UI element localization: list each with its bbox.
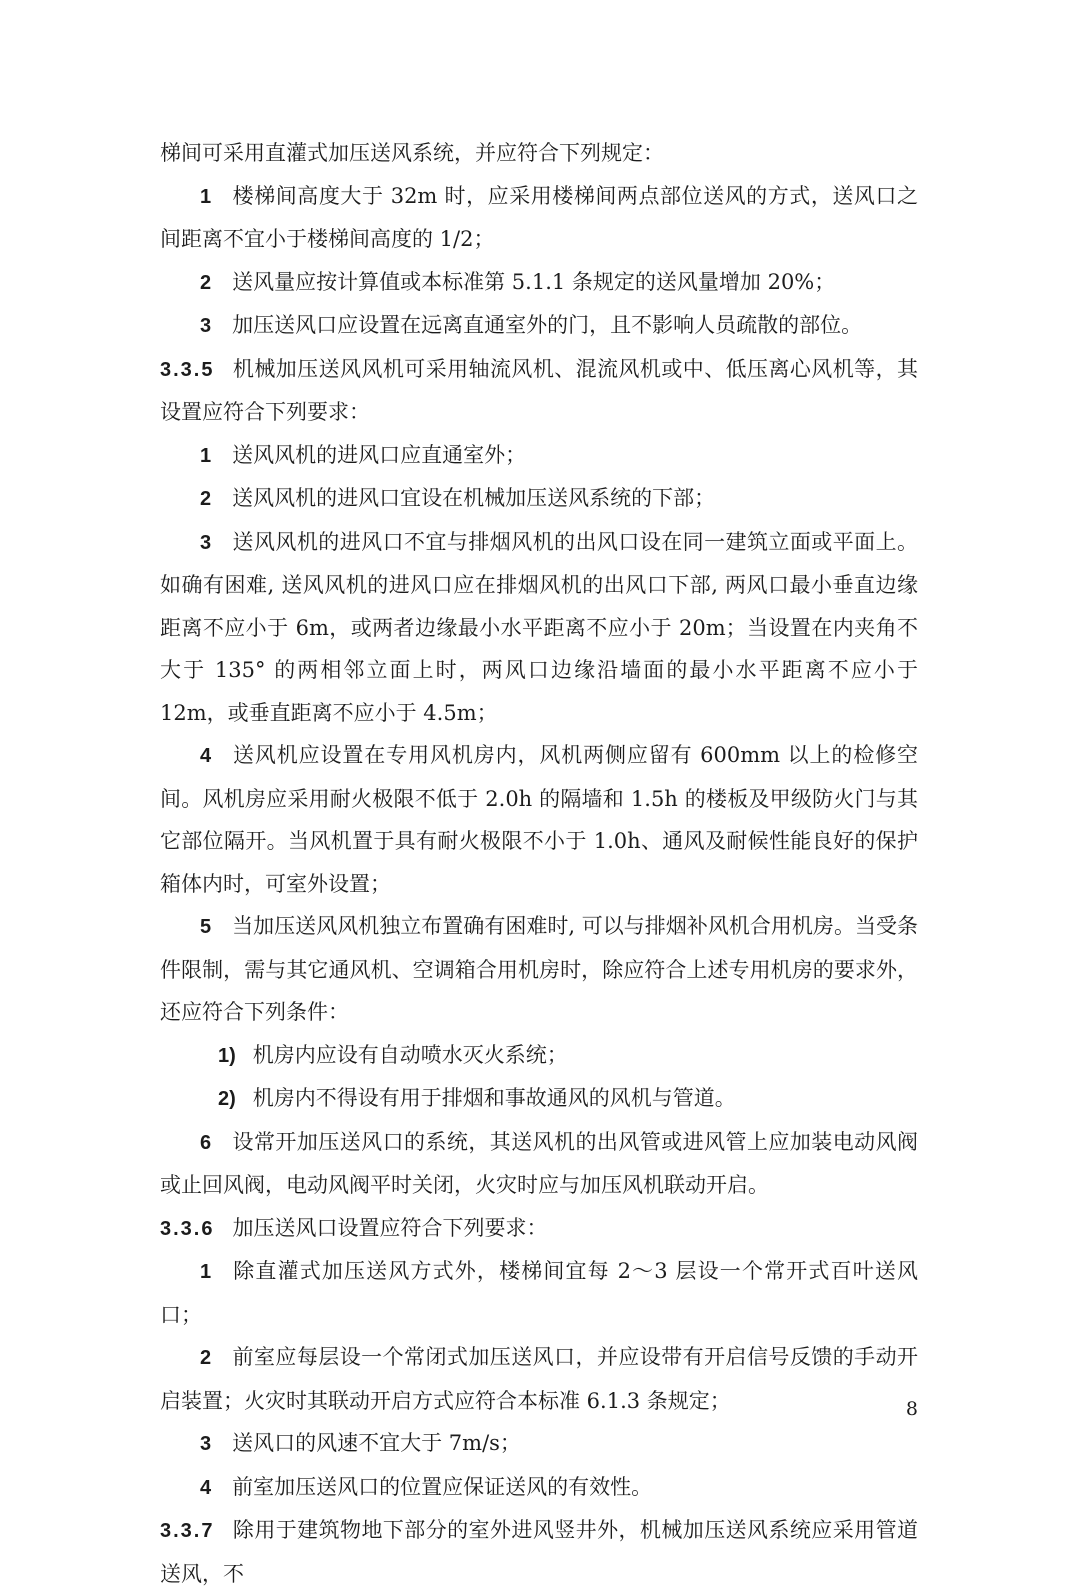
paragraph-text: 机械加压送风风机可采用轴流风机、混流风机或中、低压离心风机等，其设置应符合下列要求： — [160, 356, 918, 424]
page-number: 8 — [905, 1398, 918, 1420]
paragraph-text: 除用于建筑物地下部分的室外进风竖井外，机械加压送风系统应采用管道送风，不 — [160, 1518, 918, 1586]
paragraph-text: 楼梯间高度大于 32m 时，应采用楼梯间两点部位送风的方式，送风口之间距离不宜小于楼梯间高度的 1/2； — [160, 183, 918, 251]
list-item-paragraph — [160, 1034, 918, 1078]
list-item-paragraph — [160, 1250, 918, 1336]
paragraph-text: 送风风机的进风口宜设在机械加压送风系统的下部； — [232, 486, 716, 510]
clause-paragraph — [160, 1207, 918, 1251]
item-number: 1 — [200, 1261, 212, 1283]
item-number: 4 — [200, 1476, 212, 1499]
paragraph-text: 前室加压送风口的位置应保证送风的有效性。 — [232, 1474, 653, 1499]
paragraph-text: 送风量应按计算值或本标准第 5.1.1 条规定的送风量增加 20%； — [232, 269, 836, 294]
list-item-paragraph — [160, 1422, 918, 1466]
paragraph-text: 送风口的风速不宜大于 7m/s； — [232, 1431, 521, 1455]
list-item-paragraph — [160, 1121, 918, 1207]
item-number: 1 — [200, 444, 212, 467]
list-item-paragraph — [160, 477, 918, 521]
item-number: 2 — [200, 1347, 212, 1369]
item-number: 1 — [200, 185, 212, 208]
item-number: 6 — [200, 1131, 212, 1154]
item-number: 3 — [200, 315, 212, 337]
paragraph-text: 送风风机的进风口应直通室外； — [232, 442, 527, 467]
item-number: 2 — [200, 271, 212, 294]
paragraph-text: 设常开加压送风口的系统，其送风机的出风管或进风管上应加装电动风阀或止回风阀，电动风阀平时关闭，火灾时应与加压风机联动开启。 — [160, 1129, 918, 1197]
list-item-paragraph — [160, 175, 918, 261]
list-item-paragraph — [160, 905, 918, 1034]
paragraph-text: 除直灌式加压送风方式外，楼梯间宜每 2～3 层设一个常开式百叶送风口； — [160, 1259, 918, 1327]
paragraph-text: 送风风机的进风口不宜与排烟风机的出风口设在同一建筑立面或平面上。如确有困难, 送风风机的进风口应在排烟风机的出风口下部, 两风口最小垂直边缘距离不应小于 6m，或两者边缘最小水平距离不应小于 20m；当设置在内夹角不大于 135° 的两相邻立面上时，两风口边缘沿墙面的最小水平距离不应小于 12m，或垂直距离不应小于 4.5m； — [160, 529, 918, 725]
list-item-paragraph — [160, 434, 918, 478]
clause-number: 3.3.7 — [160, 1520, 215, 1542]
list-item-paragraph — [160, 521, 918, 735]
paragraph-text: 机房内应设有自动喷水灭火系统； — [252, 1042, 568, 1067]
paragraph-text: 前室应每层设一个常闭式加压送风口，并应设带有开启信号反馈的手动开启装置；火灾时其联动开启方式应符合本标准 6.1.3 条规定； — [160, 1345, 918, 1413]
paragraph-text: 送风机应设置在专用风机房内，风机两侧应留有 600mm 以上的检修空间。风机房应采用耐火极限不低于 2.0h 的隔墙和 1.5h 的楼板及甲级防火门与其它部位隔开。当风机置于具有耐火极限不小于 1.0h、通风及耐候性能良好的保护箱体内时，可室外设置； — [160, 743, 918, 896]
list-item-paragraph — [160, 1466, 918, 1510]
list-item-paragraph — [160, 304, 918, 348]
continuation-paragraph — [160, 132, 918, 175]
item-number: 4 — [200, 745, 212, 767]
clause-number: 3.3.6 — [160, 1217, 215, 1240]
item-number: 3 — [200, 1433, 212, 1455]
list-item-paragraph — [160, 734, 918, 905]
clause-number: 3.3.5 — [160, 358, 215, 381]
paragraph-text: 机房内不得设有用于排烟和事故通风的风机与管道。 — [252, 1086, 736, 1110]
paragraph-text: 加压送风口应设置在远离直通室外的门，且不影响人员疏散的部位。 — [232, 313, 863, 337]
item-number: 3 — [200, 531, 212, 554]
item-number: 2 — [200, 488, 212, 510]
item-number: 5 — [200, 916, 212, 938]
list-item-paragraph — [160, 1077, 918, 1121]
document-body — [160, 132, 918, 1595]
clause-paragraph — [160, 1509, 918, 1595]
list-item-paragraph — [160, 261, 918, 305]
clause-paragraph — [160, 348, 918, 434]
paragraph-text: 梯间可采用直灌式加压送风系统，并应符合下列规定： — [160, 141, 664, 165]
paragraph-text: 加压送风口设置应符合下列要求： — [232, 1215, 548, 1240]
item-number: 2) — [218, 1088, 236, 1110]
paragraph-text: 当加压送风风机独立布置确有困难时, 可以与排烟补风机合用机房。当受条件限制，需与其它通风机、空调箱合用机房时，除应符合上述专用机房的要求外，还应符合下列条件： — [160, 914, 918, 1024]
item-number: 1) — [218, 1044, 236, 1067]
